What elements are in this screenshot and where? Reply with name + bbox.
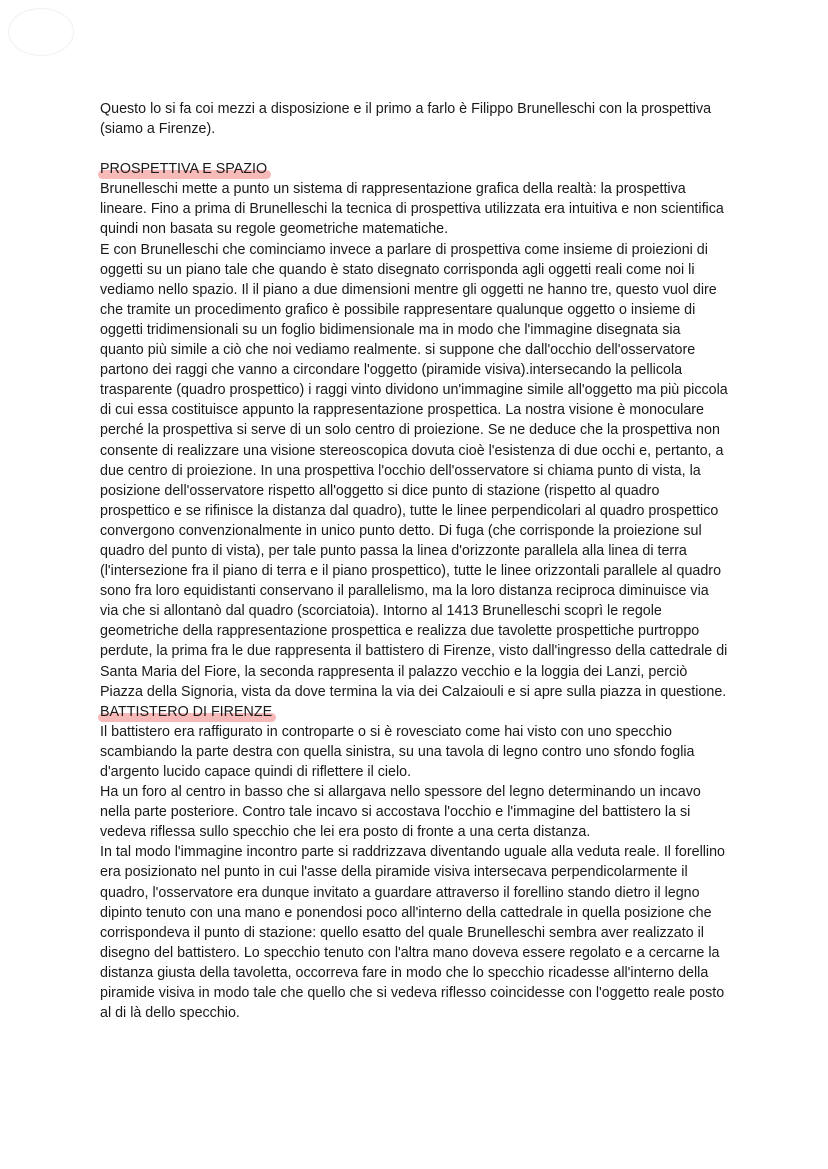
scan-corner-mark (8, 8, 74, 56)
body-paragraph: Brunelleschi mette a punto un sistema di rappresentazione grafica della realtà: la prospettiva lineare. Fino a prima di Brunelleschi la tecnica di prospettiva utilizzata era intuitiva e non scientifica quindi non basata su regole geometriche matematiche. (100, 181, 724, 238)
section-heading-text: BATTISTERO DI FIRENZE (100, 703, 273, 720)
section-heading-prospettiva (100, 159, 267, 179)
document-page (100, 99, 728, 1023)
section-body-battistero (100, 722, 728, 1023)
body-paragraph: Il battistero era raffigurato in controparte o si è rovesciato come hai visto con uno specchio scambiando la parte destra con quella sinistra, su una tavola di legno contro uno sfondo foglia d'argento lucido capace quindi di riflettere il cielo. (100, 723, 695, 780)
paragraph-gap (100, 139, 728, 159)
body-paragraph: In tal modo l'immagine incontro parte si raddrizzava diventando uguale alla veduta reale. Il forellino era posizionato nel punto in cui l'asse della piramide visiva intersecava perpendicolarmente il quadro, l'osservatore era dunque invitato a guardare attraverso il forellino stando dietro il legno dipinto tenuto con una mano e ponendosi poco all'interno della cattedrale in quella posizione che corrispondeva il punto di stazione: quello esatto del quale Brunelleschi sembra aver realizzato il disegno del battistero. Lo specchio tenuto con l'altra mano doveva essere regolato e a cercarne la distanza giusta della tavoletta, occorreva fare in modo che lo specchio ricadesse all'interno della piramide visiva in modo tale che quello che si vedeva riflesso coincidesse con l'oggetto reale posto al di là dello specchio. (100, 844, 726, 1022)
body-paragraph: Ha un foro al centro in basso che si allargava nello spessore del legno determinando un incavo nella parte posteriore. Contro tale incavo si accostava l'occhio e l'immagine del battistero la si vedeva riflessa sullo specchio che lei era posto di fronte a una certa distanza. (100, 784, 701, 841)
section-heading-battistero (100, 702, 272, 722)
section-heading-text: PROSPETTIVA E SPAZIO (100, 161, 268, 178)
body-paragraph: E con Brunelleschi che cominciamo invece a parlare di prospettiva come insieme di proiezioni di oggetti su un piano tale che quando è stato disegnato corrisponda agli oggetti reali come noi li vediamo nello spazio. Il il piano a due dimensioni mentre gli oggetti ne hanno tre, questo vuol dire che tramite un procedimento grafico è possibile rappresentare qualunque oggetto o insieme di oggetti tridimensionali su un foglio bidimensionale ma in modo che l'immagine disegnata sia quanto più simile a ciò che noi vediamo realmente. si suppone che dall'occhio dell'osservatore partono dei raggi che vanno a circondare l'oggetto (piramide visiva).intersecando la pellicola trasparente (quadro prospettico) i raggi vinto dividono un'immagine simile all'oggetto ma più piccola di cui essa costituisce appunto la rappresentazione prospettica. La nostra visione è monoculare perché la prospettiva si serve di un solo centro di proiezione. Se ne deduce che la prospettiva non consente di realizzare una visione stereoscopica dovuta cioè l'esistenza di due occhi e, pertanto, a due centro di proiezione. In una prospettiva l'occhio dell'osservatore si chiama punto di vista, la posizione dell'osservatore rispetto all'oggetto si dice punto di stazione (rispetto al quadro prospettico e se rifinisce la distanza dal quadro), tutte le linee perpendicolari al quadro prospettico convergono convenzionalmente in unico punto detto. Di fuga (che corrisponde la proiezione sul quadro del punto di vista), per tale punto passa la linea d'orizzonte parallela alla linea di terra (l'intersezione fra il piano di terra e il piano prospettico), tutte le linee orizzontali parallele al quadro sono fra loro equidistanti conservano il parallelismo, ma la loro distanza reciproca diminuisce via via che si allontanò dal quadro (scorciatoia). Intorno al 1413 Brunelleschi scoprì le regole geometriche della rappresentazione prospettica e realizza due tavolette prospettiche purtroppo perdute, la prima fra le due rappresenta il battistero di Firenze, visto dall'ingresso della cattedrale di Santa Maria del Fiore, la seconda rappresenta il palazzo vecchio e la loggia dei Lanzi, perciò Piazza della Signoria, vista da dove termina la via dei Calzaiouli e si apre sulla piazza in questione. (100, 241, 728, 700)
intro-paragraph: Questo lo si fa coi mezzi a disposizione e il primo a farlo è Filippo Brunelleschi con la prospettiva (siamo a Firenze). (100, 101, 712, 138)
section-body-prospettiva (100, 179, 728, 701)
